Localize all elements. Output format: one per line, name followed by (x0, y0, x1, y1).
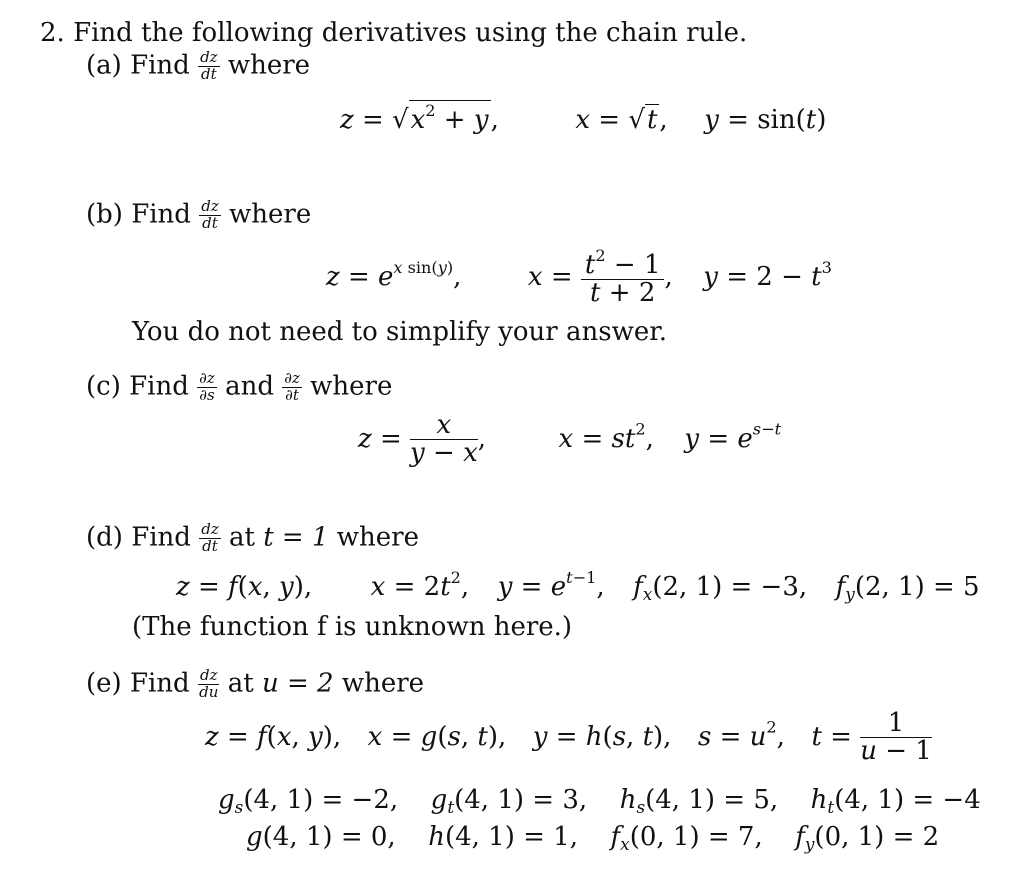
part-a-equations: $z = √x^2 + y$, x = √t, y = sin(t) (340, 101, 827, 136)
part-b-prompt: (b) Find $\frac{dz}{dt}$ where (86, 197, 312, 232)
part-c-equations: z = $\frac{x}{y - x}$ , $x = st^2$, $y = e^{s-t}$ (358, 410, 782, 469)
part-e-prompt: (e) Find $\frac{dz}{du}$ at u = 2 where (86, 666, 425, 701)
part-e-equations-line3: g(4, 1) = 0, h(4, 1) = 1, $f_x(0$, 1) = 7, $f_y(0$, 1) = 2 (246, 822, 940, 855)
dz-dt-fraction: $\frac{dz}{dt}$ (201, 197, 219, 232)
problem-number: 2. (40, 18, 65, 48)
part-c-prompt: (c) Find $\frac{\partial z}{\partial s}$ and $\frac{\partial z}{\partial t}$ where (86, 369, 393, 404)
part-d-note: (The function f is unknown here.) (132, 612, 573, 642)
dz-dt-fraction: $\frac{dz}{dt}$ (201, 520, 219, 555)
part-e-equations-line1: z = f(x, y), x = g(s, t), y = h(s, t), $s = u^2$, t = $\frac{1}{u - 1}$ (205, 708, 932, 767)
dz-ds-fraction: $\frac{\partial z}{\partial s}$ (199, 369, 215, 404)
part-b-note: You do not need to simplify your answer. (132, 317, 668, 347)
dz-du-fraction: $\frac{dz}{du}$ (199, 666, 219, 701)
problem-heading (40, 18, 747, 48)
dz-dt-fraction: $\frac{dz}{dt}$ (200, 48, 218, 83)
part-e-equations-line2: $g_s(4$, 1) = −2, $g_t(4$, 1) = 3, $h_s(4$, 1) = 5, $h_t(4$, 1) = −4 (218, 785, 981, 818)
part-b-equations: $z = e^{x sin(y)}$, x = $\frac{t^2 - 1}{t + 2}$ , $y = 2 - t^3$ (326, 246, 832, 309)
problem-title: Find the following derivatives using the chain rule. (73, 18, 748, 48)
part-d-equations: z = f(x, y), $x = 2t^2$, $y = e^{t-1}$, $f_x(2$, 1) = −3, $f_y(2$, 1) = 5 (176, 568, 980, 605)
dz-dt-partial-fraction: $\frac{\partial z}{\partial t}$ (284, 369, 300, 404)
part-d-prompt: (d) Find $\frac{dz}{dt}$ at t = 1 where (86, 520, 419, 555)
part-a-prompt: (a) Find $\frac{dz}{dt}$ where (86, 48, 311, 83)
